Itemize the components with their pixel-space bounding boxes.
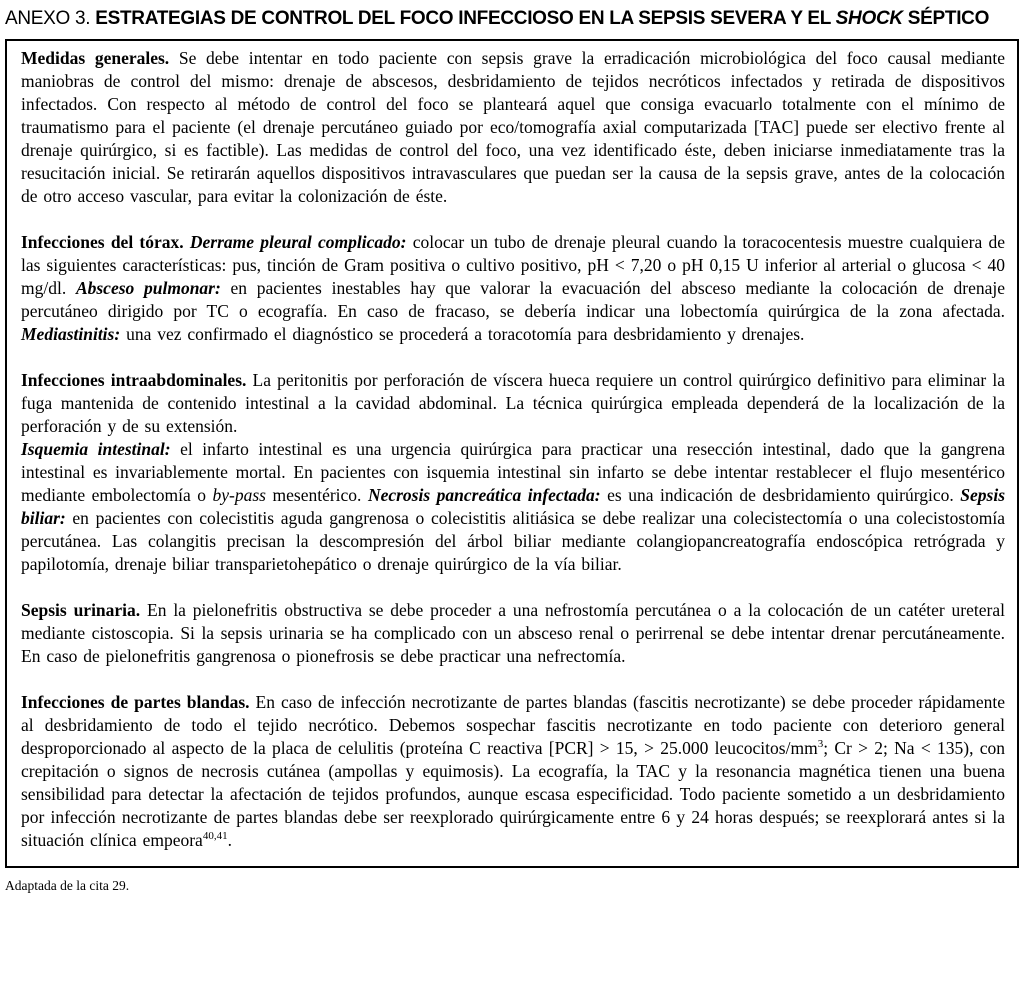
text-segment: Se debe intentar en todo paciente con sepsis grave la erradicación microbiológica del foco causal mediante maniobras de control del mismo: drenaje de abscesos, desbridamiento de tejidos necróticos infectados y retirada de dispositivos infectados. Con respecto al método de control del foco se planteará aquel que consiga evacuarlo totalmente con el mínimo de traumatismo para el paciente (el drenaje percutáneo guiado por eco/tomografía axial computarizada [TAC] puede ser electivo frente al drenaje quirúrgico, si es factible). Las medidas de control del foco, una vez identificado éste, deben iniciarse inmediatamente tras la resucitación inicial. Se retirarán aquellos dispositivos intravasculares que puedan ser la causa de la sepsis grave, antes de la colocación de otro acceso vascular, para evitar la colonización de éste. <box>21 48 1005 206</box>
text-segment: La peritonitis por perforación de víscera hueca requiere un control quirúrgico definitivo para eliminar la fuga mantenida de contenido intestinal a la cavidad abdominal. La técnica quirúrgica empleada dependerá de la localización de la perforación y de su extensión. <box>21 370 1005 436</box>
text-segment: Sepsis biliar: <box>21 485 1005 528</box>
text-segment: SÉPTICO <box>902 8 990 29</box>
paragraph <box>21 691 1005 852</box>
text-segment: 40,41 <box>202 830 228 843</box>
source-footnote: Adaptada de la cita 29. <box>5 878 130 893</box>
text-segment: Medidas generales. <box>21 48 170 68</box>
text-segment: Necrosis pancreática infectada: <box>367 485 601 505</box>
text-segment: Infecciones intraabdominales. <box>21 370 247 390</box>
text-segment: En la pielonefritis obstructiva se debe proceder a una nefrostomía percutánea o a la colocación de un catéter ureteral mediante cistoscopia. Si la sepsis urinaria se ha complicado con un absceso renal o perirrenal se debe intentar drenar percutáneamente. En caso de pielonefritis gangrenosa o pionefrosis se debe practicar una nefrectomía. <box>21 600 1005 666</box>
text-segment: . <box>227 830 232 850</box>
text-segment: en pacientes inestables hay que valorar la evacuación del absceso mediante la colocación de drenaje percutáneo dirigido por TC o ecografía. En caso de fracaso, se debería indicar una lobectomía quirúrgica de la zona afectada. <box>21 278 1005 321</box>
paragraph <box>21 599 1005 668</box>
text-segment: Infecciones del tórax. <box>21 232 190 252</box>
text-segment: mesentérico. <box>266 485 368 505</box>
text-segment: by-pass <box>212 485 266 505</box>
text-segment: Absceso pulmonar: <box>75 278 221 298</box>
text-segment: Mediastinitis: <box>21 324 121 344</box>
paragraph <box>21 47 1005 208</box>
text-segment: el infarto intestinal es una urgencia quirúrgica para practicar una resección intestinal, dado que la gangrena intestinal es invariablemente mortal. En pacientes con isquemia intestinal sin infarto se debe intentar restablecer el flujo mesentérico mediante embolectomía o <box>21 439 1005 505</box>
text-segment: ; Cr > 2; Na < 135), con crepitación o signos de necrosis cutánea (ampollas y equimosis). La ecografía, la TAC y la resonancia magnética tienen una buena sensibilidad para detectar la afectación de tejidos profundos, aunque escasa especificidad. Todo paciente sometido a un desbridamiento por infección necrotizante de partes blandas debe ser reexplorado quirúrgicamente entre 6 y 24 horas después; se reexplorará antes si la situación clínica empeora <box>21 738 1005 850</box>
annex-title <box>5 7 1019 31</box>
paragraph <box>21 438 1005 576</box>
text-segment: SHOCK <box>835 8 903 29</box>
text-segment: una vez confirmado el diagnóstico se procederá a toracotomía para desbridamiento y drenajes. <box>120 324 805 344</box>
text-segment: ANEXO 3. <box>5 8 96 29</box>
text-segment: Derrame pleural complicado: <box>189 232 407 252</box>
paragraph <box>21 369 1005 438</box>
paragraph <box>21 231 1005 346</box>
text-segment: ESTRATEGIAS DE CONTROL DEL FOCO INFECCIOSO EN LA SEPSIS SEVERA Y EL <box>95 8 836 29</box>
text-segment: Sepsis urinaria. <box>21 600 141 620</box>
text-segment: En caso de infección necrotizante de partes blandas (fascitis necrotizante) se debe proceder rápidamente al desbridamiento de todo el tejido necrótico. Debemos sospechar fascitis necrotizante en todo paciente con deterioro general desproporcionado al aspecto de la placa de celulitis (proteína C reactiva [PCR] > 15, > 25.000 leucocitos/mm <box>21 692 1005 758</box>
text-segment: Isquemia intestinal: <box>21 439 171 459</box>
text-segment: Infecciones de partes blandas. <box>21 692 250 712</box>
text-segment: en pacientes con colecistitis aguda gangrenosa o colecistitis alitiásica se debe realizar una colecistectomía o una colecistostomía percutánea. Las colangitis precisan la descompresión del árbol biliar mediante colangiopancreatografía endoscópica retrógrada y papilotomía, drenaje biliar transparietohepático o drenaje quirúrgico de la vía biliar. <box>21 508 1005 574</box>
annex-content-box <box>5 39 1019 868</box>
text-segment: colocar un tubo de drenaje pleural cuando la toracocentesis muestre cualquiera de las siguientes características: pus, tinción de Gram positiva o cultivo positivo, pH < 7,20 o pH 0,15 U inferior al arterial o glucosa < 40 mg/dl. <box>21 232 1006 298</box>
paragraph-list <box>21 47 1005 852</box>
text-segment: es una indicación de desbridamiento quirúrgico. <box>600 485 961 505</box>
text-segment: 3 <box>817 738 824 751</box>
